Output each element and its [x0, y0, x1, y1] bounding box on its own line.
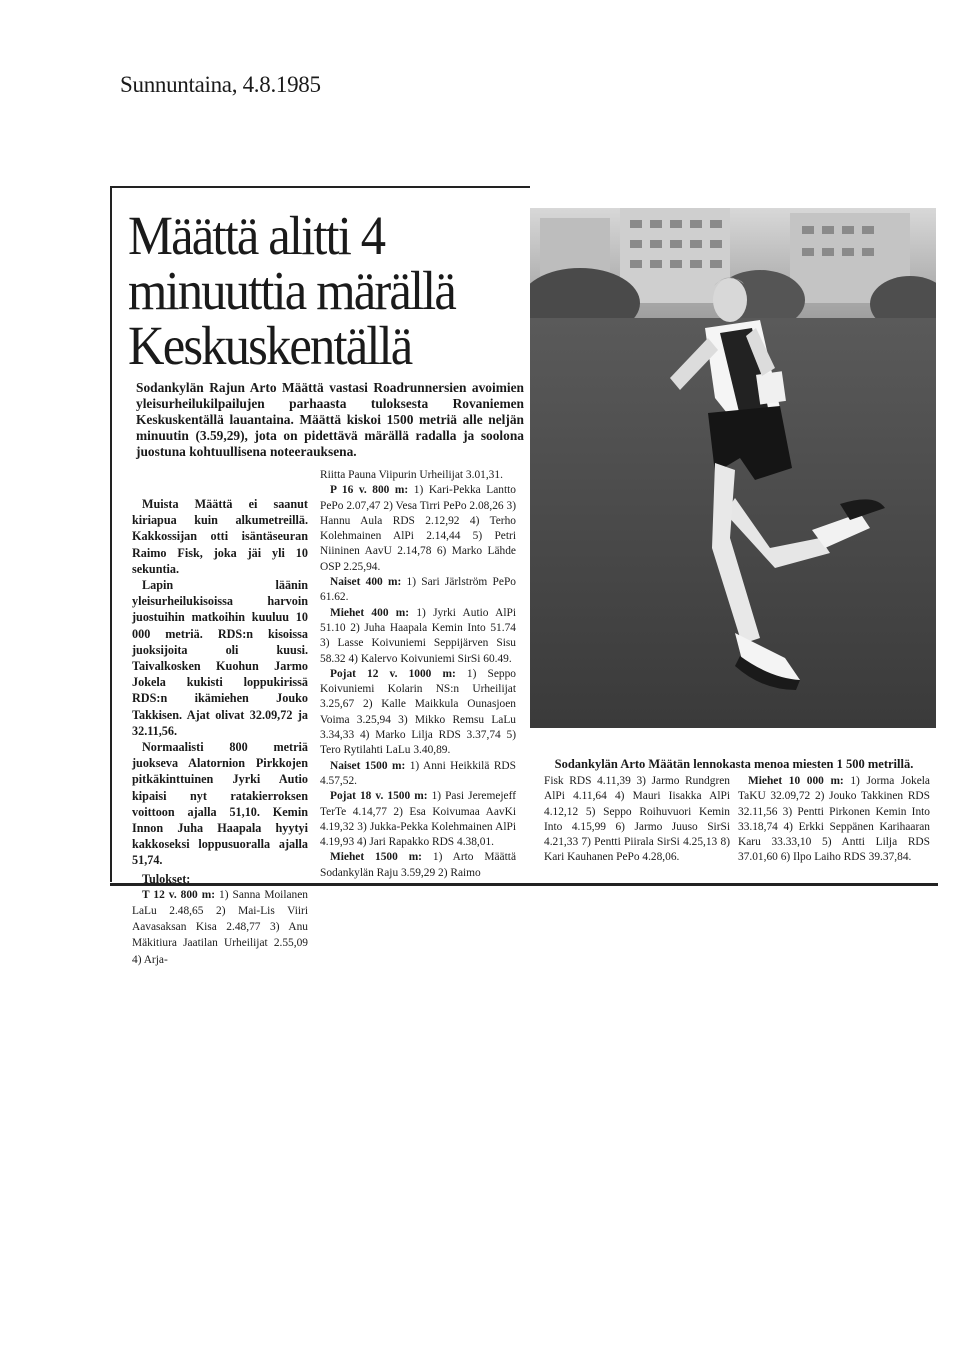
event-results: 1) Seppo Koivuniemi Kolarin NS:n Urheilijat 3.25,67 2) Kalle Maikkula Ounasjoen Voima 3.25,94 3) Mikko Remsu LaLu 3.34,33 4) Marko Lilja RDS 3.37,74 5) Tero Rytilahti LaLu 3.40,89. [320, 667, 516, 757]
paragraph: Normaalisti 800 metriä juokseva Alatornion Pirkkojen pitkäkinttuinen Jyrki Autio kipaisi nyt ratakierroksen voittoon ajalla 51,10. Kemin Innon Juha Haapala hyytyi kakkoseksi loppusuoralla ajalla 51,74. [132, 740, 308, 868]
event-label: Pojat 18 v. 1500 m: [330, 790, 428, 803]
publication-date: Sunnuntaina, 4.8.1985 [120, 72, 321, 97]
result-entry [132, 887, 308, 968]
newspaper-clipping [110, 186, 938, 966]
result-entry [320, 575, 516, 606]
event-results: 1) Pasi Jeremejeff TerTe 4.14,77 2) Esa Koivumaa AavKi 4.19,32 3) Jukka-Pekka Kolehmainen AlPi 4.19,93 4) Jari Rapakko RDS 4.38,01. [320, 790, 516, 849]
article-column-2 [320, 468, 516, 881]
result-entry [320, 759, 516, 790]
event-label: Naiset 400 m: [330, 576, 402, 589]
article-column-1 [132, 496, 308, 968]
clipping-top-rule [110, 186, 530, 188]
event-results: 1) Sanna Moilanen LaLu 2.48,65 2) Mai-Lis Viiri Aavasaksan Kisa 2.48,77 3) Anu Mäkitiura Jaatilan Urheilijat 2.55,09 4) Arja- [132, 888, 308, 966]
photo-caption: Sodankylän Arto Määtän lennokasta menoa miesten 1 500 metrillä. [554, 757, 914, 771]
event-label: Miehet 1500 m: [330, 851, 422, 864]
runner-photo-illustration [530, 208, 936, 728]
event-results: 1) Kari-Pekka Lantto PePo 2.07,47 2) Vesa Tirri PePo 2.08,26 3) Hannu Aula RDS 2.12,92 4) Terho Kolehmainen AlPi 2.14,44 5) Petri Niininen AavU 2.14,78 6) Marko Lähde OSP 2.25,94. [320, 484, 516, 573]
result-entry [320, 483, 516, 575]
results-heading: Tulokset: [142, 871, 191, 886]
event-label: Naiset 1500 m: [330, 759, 406, 772]
article-lead: Sodankylän Rajun Arto Määttä vastasi Roadrunnersien avoimien yleisurheilukilpailujen parhaasta tuloksesta Rovaniemen Keskuskentällä lauantaina. Määttä kiskoi 1500 metriä alle neljän minuutin (3.59,29), jota on pidettävä märällä radalla ja soolona juostuna kohtuullisena noteerauksena. [136, 380, 524, 459]
event-results: 1) Jorma Jokela TaKU 32.09,72 2) Jouko Takkinen RDS 32.11,56 3) Pentti Pirkonen Kemin Into 33.18,74 4) Erkki Seppänen Karihaaran Karu 33.33,10 5) Antti Lilja RDS 37.01,60 6) Ilpo Laiho RDS 39.37,84. [738, 775, 930, 864]
event-label: Miehet 10 000 m: [748, 775, 844, 787]
event-results: 1) Anni Heikkilä RDS 4.57,52. [320, 759, 516, 787]
result-continuation: Riitta Pauna Viipurin Urheilijat 3.01,31. [320, 469, 503, 481]
article-column-3 [544, 774, 730, 866]
article-headline: Määttä alitti 4 minuuttia märällä Keskuskentällä [128, 205, 456, 376]
paragraph: Muista Määttä ei saanut kiriapua kuin alkumetreillä. Kakkossijan otti isäntäseuran Raimo Fisk, joka jäi yli 10 sekuntia. [132, 497, 308, 576]
result-entry [320, 850, 516, 881]
event-label: Pojat 12 v. 1000 m: [330, 667, 456, 680]
result-entry [320, 789, 516, 850]
event-results: 1) Jyrki Autio AlPi 51.10 2) Juha Haapala Kemin Into 51.74 3) Lasse Koivuniemi Seppijärven Sisu 58.32 4) Kalervo Koivuniemi SirSi 60.49. [320, 606, 516, 665]
article-column-4 [738, 774, 930, 866]
paragraph: Lapin läänin yleisurheilukisoissa harvoin juostuihin matkoihin kuuluu 10 000 metriä. RDS:n kisoissa juoksijoita oli kuusi. Taivalkosken Kuohun Jarmo Jokela kukisti loppukirissä RDS:n ikämiehen Jouko Takkisen. Ajat olivat 32.09,72 ja 32.11,56. [132, 578, 308, 738]
event-label: P 16 v. 800 m: [330, 484, 409, 497]
event-label: T 12 v. 800 m: [142, 888, 216, 901]
result-continuation: Fisk RDS 4.11,39 3) Jarmo Rundgren AlPi 4.11,64 4) Mauri Iisakka AlPi 4.12,12 5) Seppo Roihuvuori Kemin Into 4.15,99 6) Jarmo Juuso SirSi 4.21,33 7) Pentti Piirala SirSi 4.25,13 8) Kari Kauhanen PePo 4.28,06. [544, 775, 730, 864]
result-entry [738, 774, 930, 866]
event-results: 1) Sari Järlström PePo 61.62. [320, 576, 516, 604]
runner-photo [530, 208, 936, 728]
result-entry [320, 606, 516, 667]
event-label: Miehet 400 m: [330, 606, 410, 619]
event-results: 1) Arto Määttä Sodankylän Raju 3.59,29 2) Raimo [320, 851, 516, 879]
clipping-left-rule [110, 186, 112, 882]
result-entry [320, 667, 516, 759]
